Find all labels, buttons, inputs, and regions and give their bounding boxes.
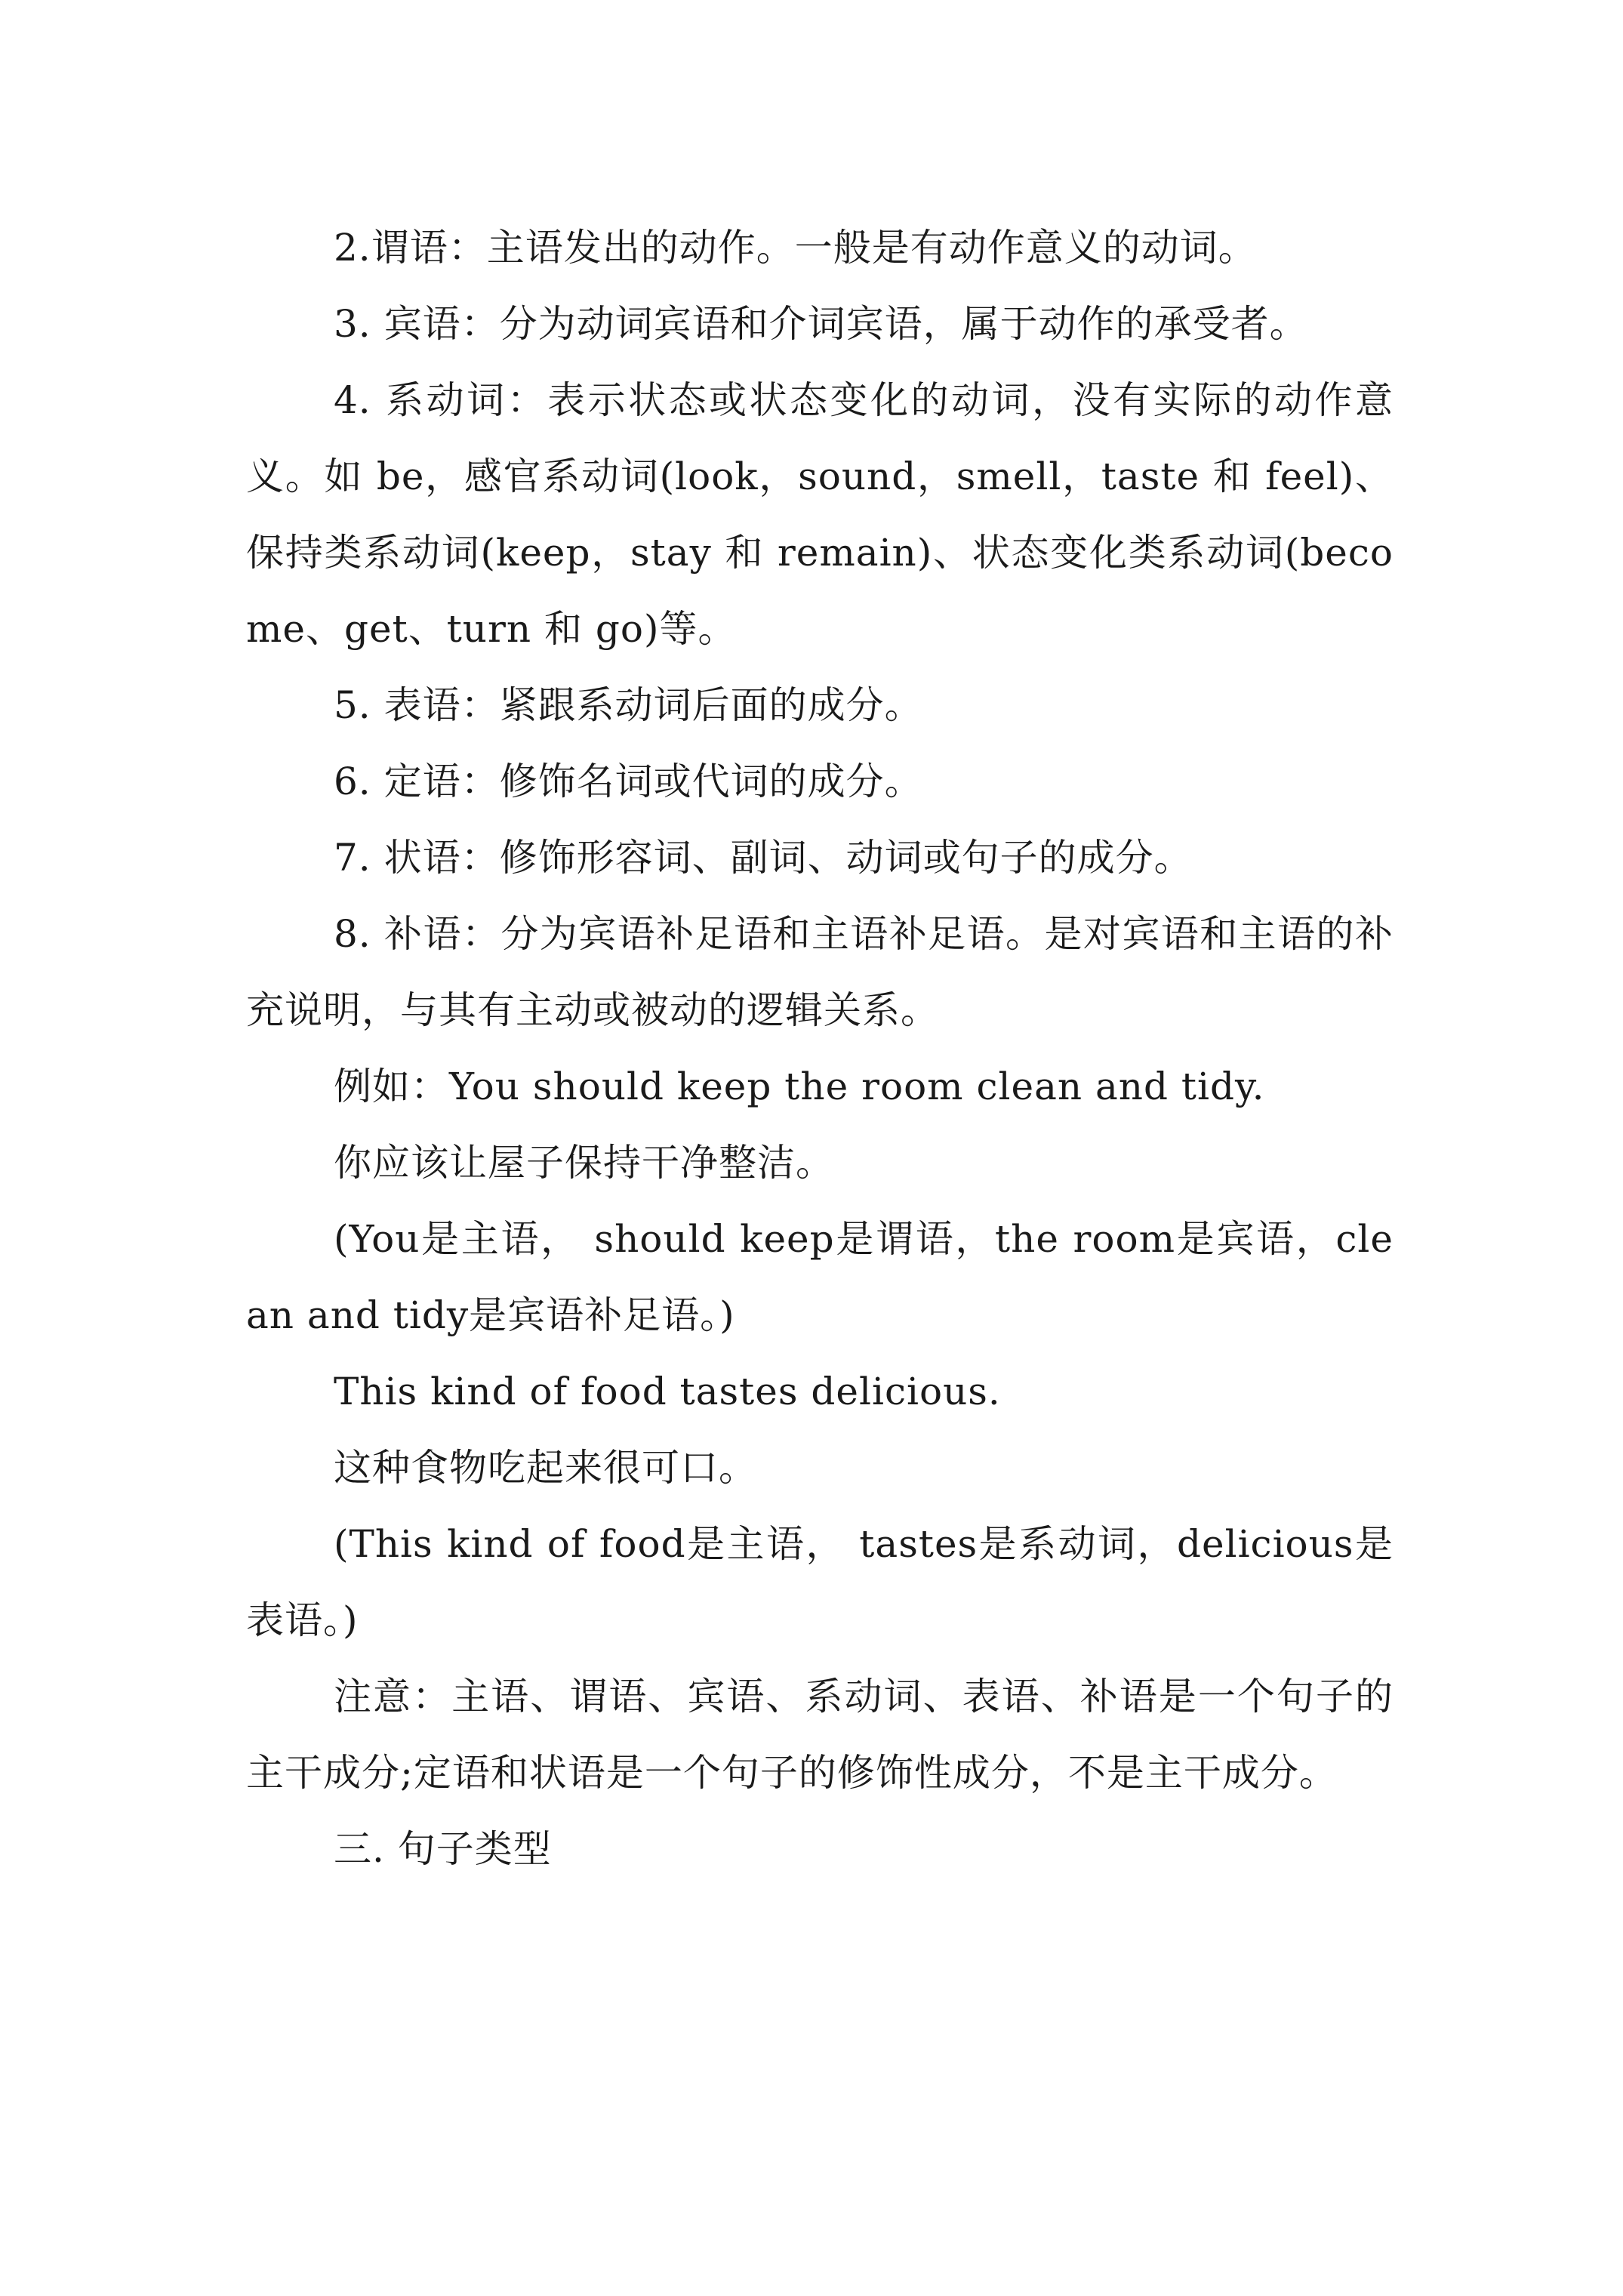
paragraph-object: 3. 宾语：分为动词宾语和介词宾语，属于动作的承受者。: [334, 302, 1308, 346]
paragraph-complement: 8. 补语：分为宾语补足语和主语补足语。是对宾语和主语的补充说明，与其有主动或被动的逻辑关系。: [246, 912, 1394, 1032]
example-sentence-1: 例如：You should keep the room clean and tidy.: [334, 1065, 1265, 1108]
document-body: [246, 210, 1394, 1888]
paragraph-predicate: 2.谓语：主语发出的动作。一般是有动作意义的动词。: [334, 226, 1257, 270]
section-heading-sentence-types: 三. 句子类型: [334, 1827, 552, 1871]
paragraph-note: 注意：主语、谓语、宾语、系动词、表语、补语是一个句子的主干成分;定语和状语是一个句子的修饰性成分，不是主干成分。: [246, 1675, 1394, 1795]
paragraph-predicative: 5. 表语：紧跟系动词后面的成分。: [334, 683, 923, 727]
paragraph-linking-verb: 4. 系动词：表示状态或状态变化的动词，没有实际的动作意义。如 be，感官系动词(look，sound，smell，taste 和 feel)、保持类系动词(keep，stay 和 remain)、状态变化类系动词(become、get、turn 和 go)等。: [246, 378, 1394, 651]
paragraph-attribute: 6. 定语：修饰名词或代词的成分。: [334, 760, 923, 803]
example-analysis-2: (This kind of food是主语， tastes是系动词，delicious是表语。): [246, 1522, 1394, 1642]
example-translation-1: 你应该让屋子保持干净整洁。: [334, 1141, 834, 1185]
paragraph-adverbial: 7. 状语：修饰形容词、副词、动词或句子的成分。: [334, 836, 1193, 880]
example-translation-2: 这种食物吃起来很可口。: [334, 1446, 757, 1490]
example-analysis-1: (You是主语， should keep是谓语，the room是宾语，clean and tidy是宾语补足语。): [246, 1217, 1394, 1337]
example-sentence-2: This kind of food tastes delicious.: [334, 1370, 1001, 1413]
